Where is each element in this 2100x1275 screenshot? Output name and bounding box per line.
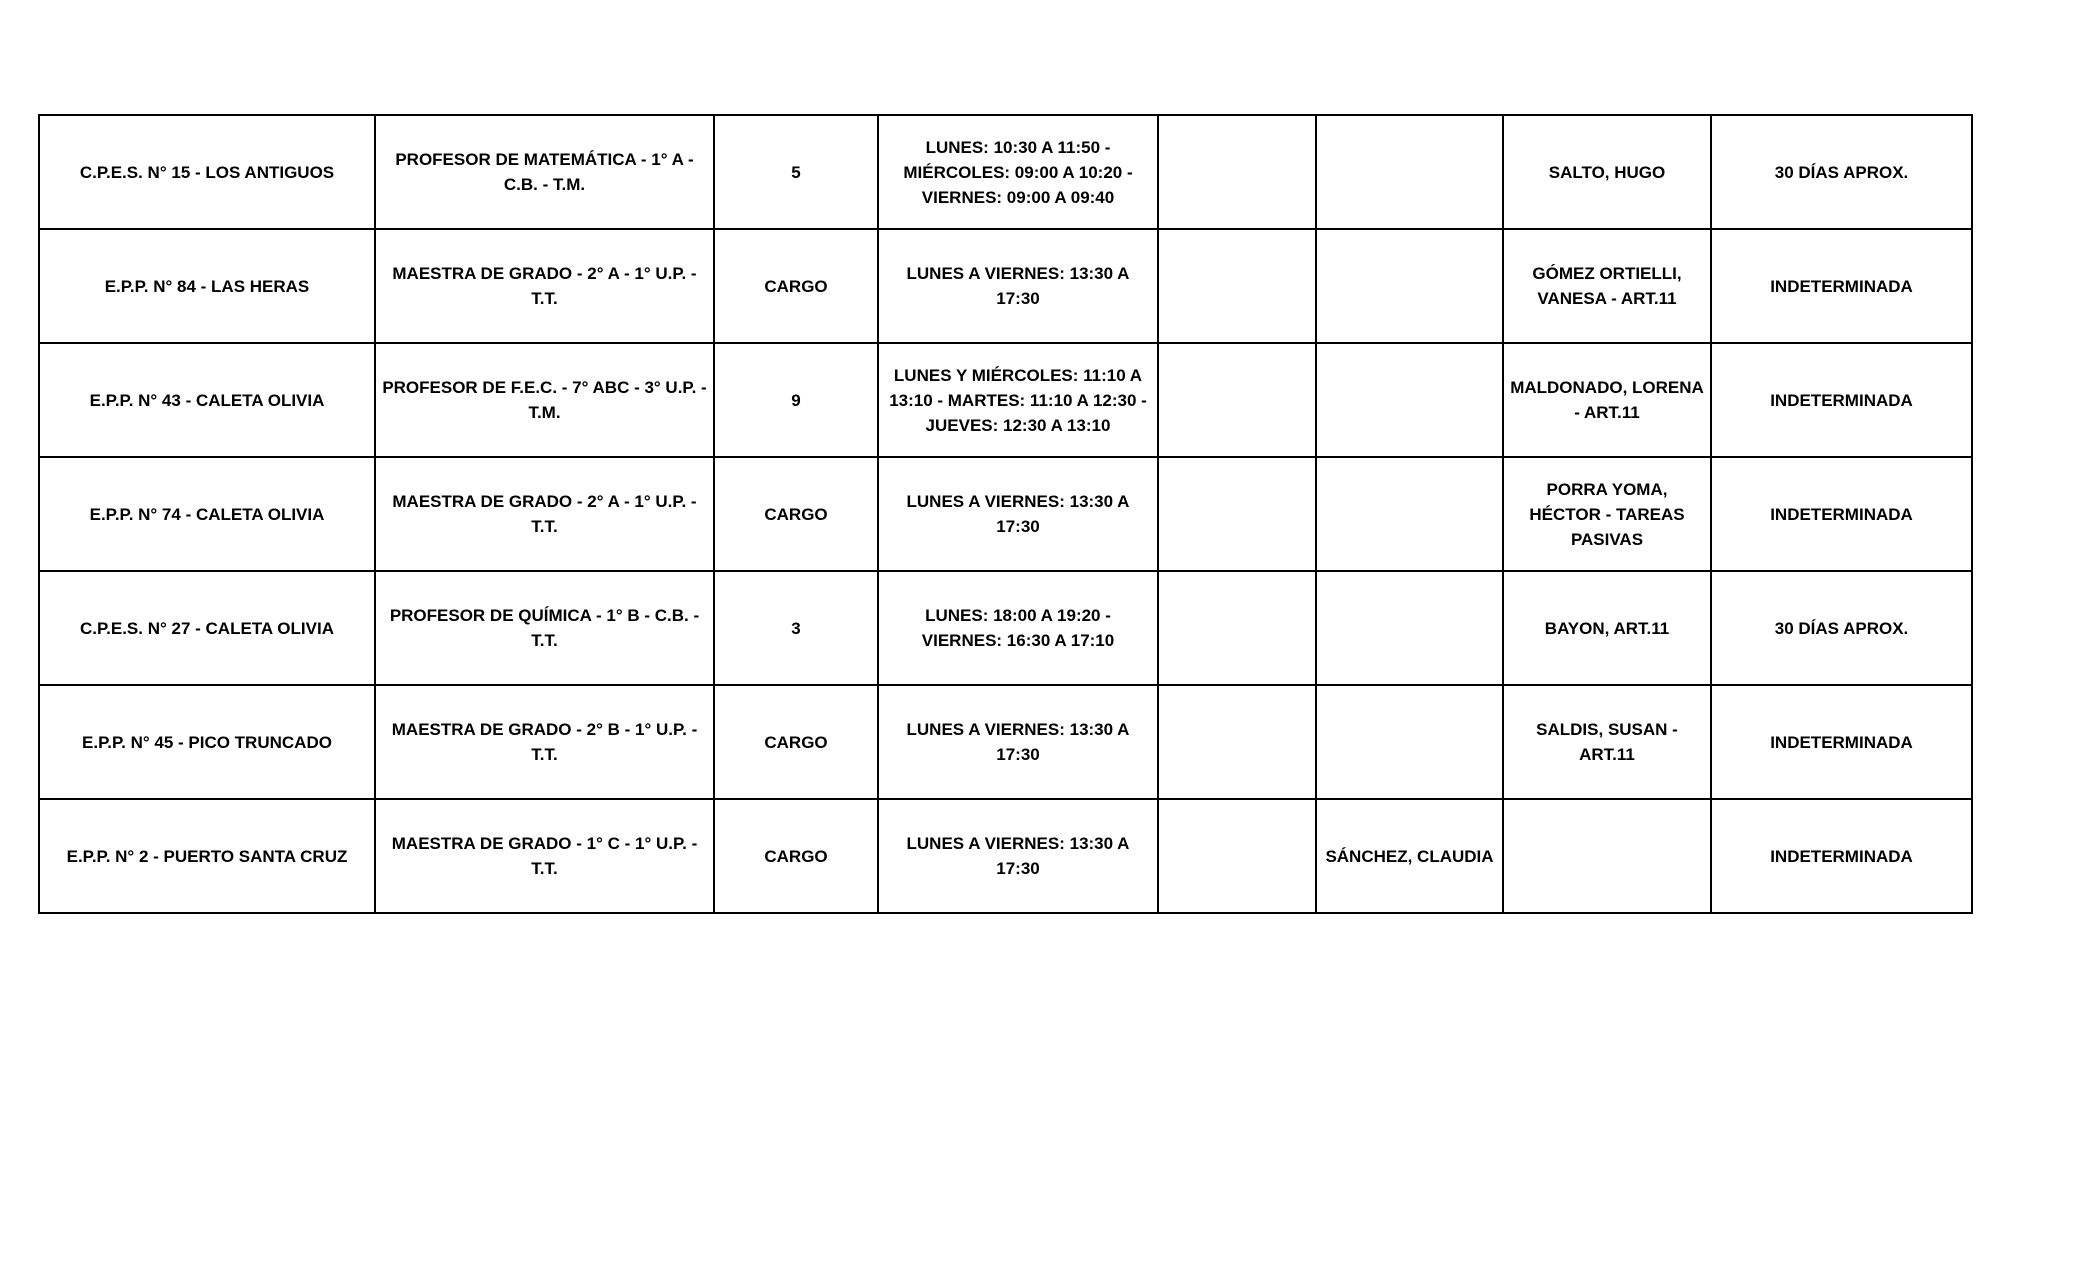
table-row <box>39 115 1972 229</box>
empty-cell <box>1158 571 1316 685</box>
empty-cell <box>1158 343 1316 457</box>
replaces-cell <box>1503 799 1711 913</box>
school-cell: E.P.P. N° 74 - CALETA OLIVIA <box>39 457 375 571</box>
schedule-cell: LUNES A VIERNES: 13:30 A 17:30 <box>878 457 1158 571</box>
position-cell: MAESTRA DE GRADO - 2° B - 1° U.P. - T.T. <box>375 685 714 799</box>
schedule-cell: LUNES Y MIÉRCOLES: 11:10 A 13:10 - MARTES: 11:10 A 12:30 - JUEVES: 12:30 A 13:10 <box>878 343 1158 457</box>
duration-cell: 30 DÍAS APROX. <box>1711 115 1972 229</box>
duration-cell: INDETERMINADA <box>1711 343 1972 457</box>
hours-cell: CARGO <box>714 799 878 913</box>
duration-cell: 30 DÍAS APROX. <box>1711 571 1972 685</box>
school-cell: C.P.E.S. N° 27 - CALETA OLIVIA <box>39 571 375 685</box>
schedule-cell: LUNES A VIERNES: 13:30 A 17:30 <box>878 685 1158 799</box>
empty-cell <box>1158 685 1316 799</box>
duration-cell: INDETERMINADA <box>1711 229 1972 343</box>
replaces-cell: SALDIS, SUSAN - ART.11 <box>1503 685 1711 799</box>
schedule-cell: LUNES: 10:30 A 11:50 - MIÉRCOLES: 09:00 A 10:20 - VIERNES: 09:00 A 09:40 <box>878 115 1158 229</box>
position-cell: PROFESOR DE MATEMÁTICA - 1° A - C.B. - T.M. <box>375 115 714 229</box>
school-cell: E.P.P. N° 84 - LAS HERAS <box>39 229 375 343</box>
hours-cell: 5 <box>714 115 878 229</box>
table-row <box>39 229 1972 343</box>
duration-cell: INDETERMINADA <box>1711 799 1972 913</box>
replaces-cell: BAYON, ART.11 <box>1503 571 1711 685</box>
position-cell: MAESTRA DE GRADO - 2° A - 1° U.P. - T.T. <box>375 229 714 343</box>
name-cell <box>1316 457 1503 571</box>
schedule-cell: LUNES A VIERNES: 13:30 A 17:30 <box>878 229 1158 343</box>
name-cell <box>1316 115 1503 229</box>
hours-cell: 3 <box>714 571 878 685</box>
school-cell: E.P.P. N° 45 - PICO TRUNCADO <box>39 685 375 799</box>
replaces-cell: GÓMEZ ORTIELLI, VANESA - ART.11 <box>1503 229 1711 343</box>
table-row <box>39 685 1972 799</box>
position-cell: PROFESOR DE QUÍMICA - 1° B - C.B. - T.T. <box>375 571 714 685</box>
vacancies-table <box>38 114 1973 914</box>
table-row <box>39 571 1972 685</box>
table-row <box>39 457 1972 571</box>
table-row <box>39 343 1972 457</box>
replaces-cell: MALDONADO, LORENA - ART.11 <box>1503 343 1711 457</box>
name-cell <box>1316 343 1503 457</box>
table-row <box>39 799 1972 913</box>
schedule-cell: LUNES A VIERNES: 13:30 A 17:30 <box>878 799 1158 913</box>
hours-cell: CARGO <box>714 685 878 799</box>
name-cell: SÁNCHEZ, CLAUDIA <box>1316 799 1503 913</box>
hours-cell: 9 <box>714 343 878 457</box>
replaces-cell: SALTO, HUGO <box>1503 115 1711 229</box>
school-cell: C.P.E.S. N° 15 - LOS ANTIGUOS <box>39 115 375 229</box>
schedule-cell: LUNES: 18:00 A 19:20 - VIERNES: 16:30 A 17:10 <box>878 571 1158 685</box>
duration-cell: INDETERMINADA <box>1711 685 1972 799</box>
name-cell <box>1316 229 1503 343</box>
position-cell: PROFESOR DE F.E.C. - 7° ABC - 3° U.P. - T.M. <box>375 343 714 457</box>
hours-cell: CARGO <box>714 229 878 343</box>
table-body <box>39 115 1972 913</box>
position-cell: MAESTRA DE GRADO - 1° C - 1° U.P. - T.T. <box>375 799 714 913</box>
name-cell <box>1316 571 1503 685</box>
empty-cell <box>1158 115 1316 229</box>
empty-cell <box>1158 457 1316 571</box>
empty-cell <box>1158 799 1316 913</box>
duration-cell: INDETERMINADA <box>1711 457 1972 571</box>
replaces-cell: PORRA YOMA, HÉCTOR - TAREAS PASIVAS <box>1503 457 1711 571</box>
name-cell <box>1316 685 1503 799</box>
empty-cell <box>1158 229 1316 343</box>
school-cell: E.P.P. N° 2 - PUERTO SANTA CRUZ <box>39 799 375 913</box>
position-cell: MAESTRA DE GRADO - 2° A - 1° U.P. - T.T. <box>375 457 714 571</box>
hours-cell: CARGO <box>714 457 878 571</box>
school-cell: E.P.P. N° 43 - CALETA OLIVIA <box>39 343 375 457</box>
